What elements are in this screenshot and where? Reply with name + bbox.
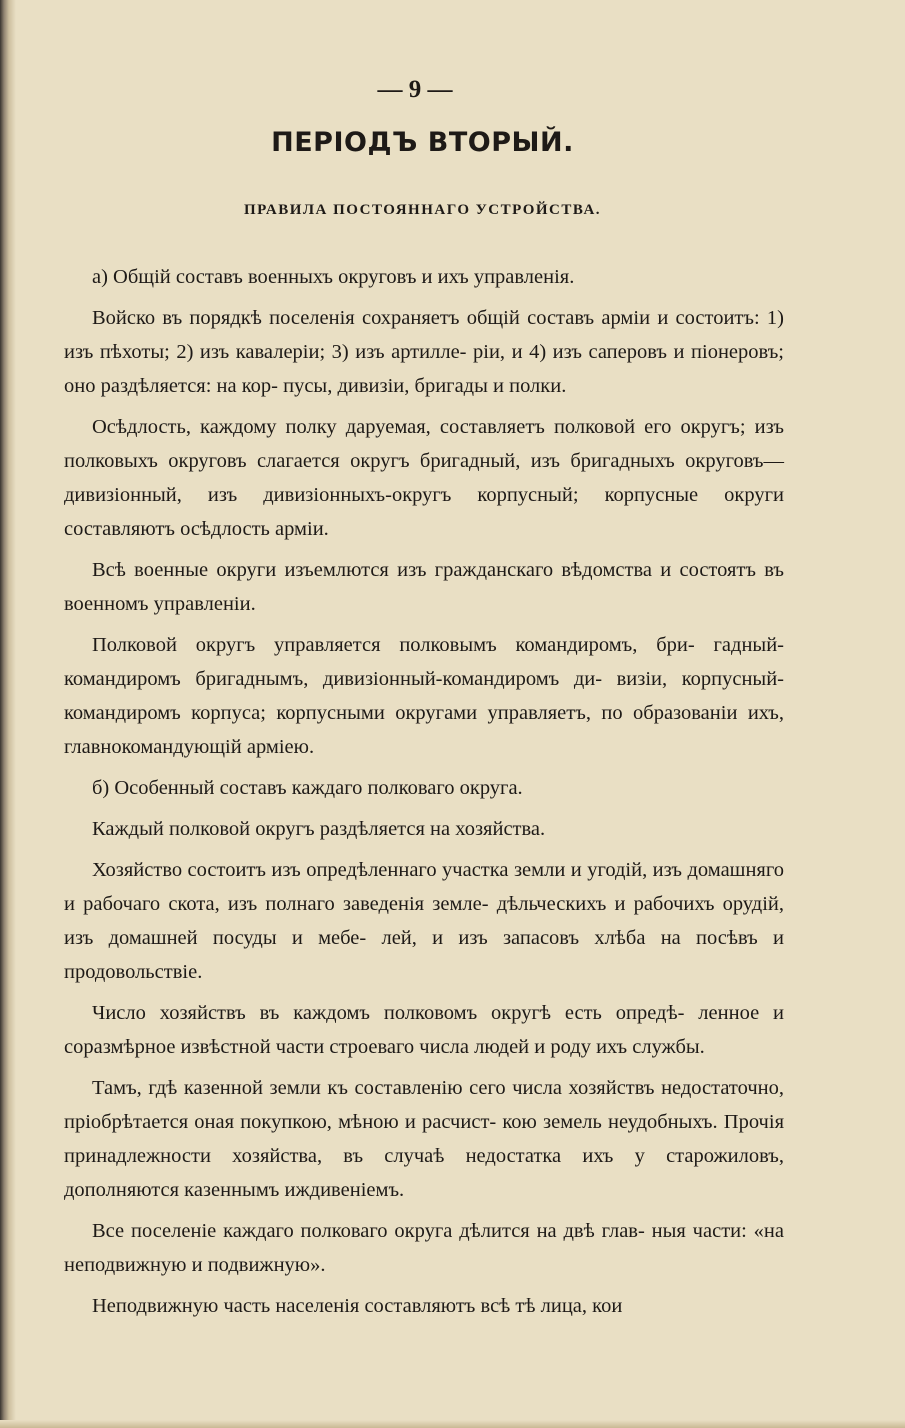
paragraph-subheading-b: б) Особенный составъ каждаго полковаго округа. [92,777,523,799]
paragraph: Полковой округъ управляется полковымъ командиромъ, бри- гадный-командиромъ бригаднымъ, дивизіонный-командиромъ ди- визіи, корпусный-командиромъ корпуса; корпусными округами управляетъ, по образованіи ихъ, главнокомандующій арміею. [64,634,784,758]
paragraph: Все поселеніе каждаго полковаго округа дѣлится на двѣ глав- ныя части: «на неподвижную и подвижную». [64,1220,784,1276]
paragraph: Тамъ, гдѣ казенной земли къ составленію сего числа хозяйствъ недостаточно, пріобрѣтается оная покупкою, мѣною и расчист- кою земель неудобныхъ. Прочія принадлежности хозяйства, въ случаѣ недостатка ихъ у старожиловъ, дополняются казеннымъ иждивеніемъ. [64,1077,784,1201]
paragraph: Войско въ порядкѣ поселенія сохраняетъ общій составъ арміи и состоитъ: 1) изъ пѣхоты; 2) изъ кавалеріи; 3) изъ артилле- ріи, и 4) изъ саперовъ и піонеровъ; оно раздѣляется: на кор- пусы, дивизіи, бригады и полки. [64,307,784,397]
page-bottom-edge [0,1420,905,1428]
paragraph: Каждый полковой округъ раздѣляется на хозяйства. [92,818,546,840]
paragraph: Число хозяйствъ въ каждомъ полковомъ округѣ есть опредѣ- ленное и соразмѣрное извѣстной части строеваго числа людей и роду ихъ службы. [64,1002,784,1058]
paragraph: Осѣдлость, каждому полку даруемая, составляетъ полковой его округъ; изъ полковыхъ округовъ слагается округъ бригадный, изъ бригадныхъ округовъ—дивизіонный, изъ дивизіонныхъ-округъ корпусный; корпусные округи составляютъ осѣдлость арміи. [64,416,784,540]
paragraph: Всѣ военные округи изъемлются изъ гражданскаго вѣдомства и состоятъ въ военномъ управленіи. [64,559,784,615]
page-number: — 9 — [377,76,453,103]
paragraph: Хозяйство состоитъ изъ опредѣленнаго участка земли и угодій, изъ домашняго и рабочаго скота, изъ полнаго заведенія земле- дѣльческихъ и рабочихъ орудій, изъ домашней посуды и мебе- лей, и изъ запасовъ хлѣба на посѣвъ и продовольствіе. [64,859,784,983]
paragraph-subheading-a: а) Общій составъ военныхъ округовъ и ихъ управленія. [92,266,575,288]
body-text [64,260,784,1330]
section-title: ПРАВИЛА ПОСТОЯННАГО УСТРОЙСТВА. [243,202,602,218]
paragraph: Неподвижную часть населенія составляютъ всѣ тѣ лица, кои [92,1295,623,1317]
chapter-title: ПЕРІОДЪ ВТОРЫЙ. [271,127,574,158]
